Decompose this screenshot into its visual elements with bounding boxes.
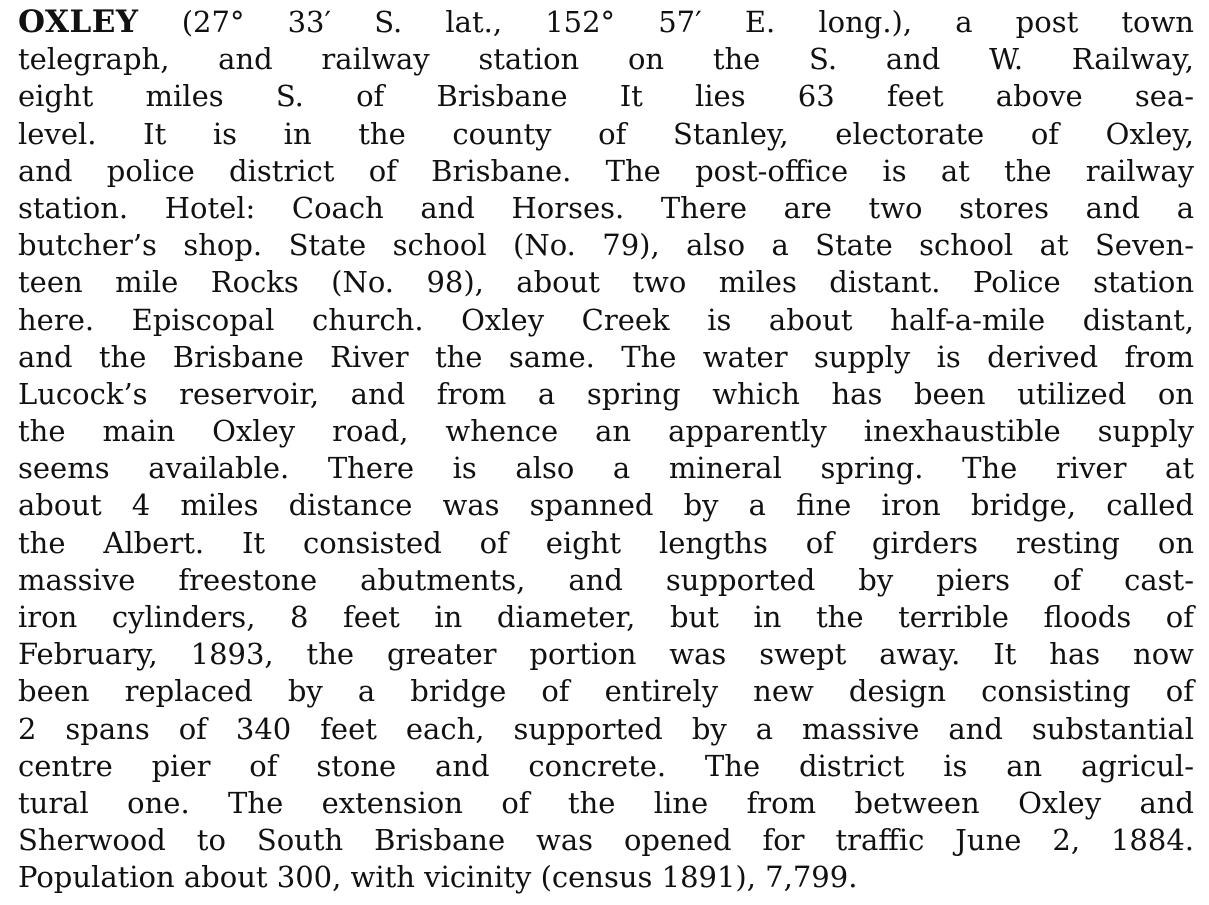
entry-line-23: Sherwood to South Brisbane was opened for traffic June 2, 1884. bbox=[18, 823, 1194, 858]
entry-line-9: here. Episcopal church. Oxley Creek is about half-a-mile distant, bbox=[18, 302, 1194, 337]
entry-line-19: been replaced by a bridge of entirely new design consisting of bbox=[18, 674, 1194, 709]
entry-line-13: seems available. There is also a mineral spring. The river at bbox=[18, 451, 1194, 486]
entry-line-1-text: (27° 33′ S. lat., 152° 57′ E. long.), a post town bbox=[138, 5, 1194, 39]
entry-line-6: station. Hotel: Coach and Horses. There are two stores and a bbox=[18, 190, 1194, 225]
entry-line-24: Population about 300, with vicinity (census 1891), 7,799. bbox=[18, 860, 858, 895]
entry-line-1 bbox=[18, 4, 1194, 41]
entry-line-8: teen mile Rocks (No. 98), about two miles distant. Police station bbox=[18, 265, 1194, 300]
gazetteer-entry bbox=[18, 4, 1194, 897]
entry-line-16: massive freestone abutments, and supported by piers of cast- bbox=[18, 562, 1194, 597]
entry-line-14: about 4 miles distance was spanned by a fine iron bridge, called bbox=[18, 488, 1194, 523]
entry-line-2: telegraph, and railway station on the S. and W. Railway, bbox=[18, 42, 1194, 77]
entry-line-20: 2 spans of 340 feet each, supported by a massive and substantial bbox=[18, 711, 1194, 746]
entry-line-10: and the Brisbane River the same. The water supply is derived from bbox=[18, 339, 1194, 374]
entry-line-3: eight miles S. of Brisbane It lies 63 feet above sea- bbox=[18, 79, 1194, 114]
entry-line-21: centre pier of stone and concrete. The district is an agricul- bbox=[18, 748, 1194, 783]
entry-line-12: the main Oxley road, whence an apparently inexhaustible supply bbox=[18, 414, 1194, 449]
entry-line-4: level. It is in the county of Stanley, electorate of Oxley, bbox=[18, 116, 1194, 151]
entry-line-7: butcher’s shop. State school (No. 79), also a State school at Seven- bbox=[18, 228, 1194, 263]
entry-line-22: tural one. The extension of the line from between Oxley and bbox=[18, 785, 1194, 820]
entry-line-18: February, 1893, the greater portion was swept away. It has now bbox=[18, 637, 1194, 672]
entry-line-5: and police district of Brisbane. The post-office is at the railway bbox=[18, 153, 1194, 188]
entry-line-17: iron cylinders, 8 feet in diameter, but in the terrible floods of bbox=[18, 600, 1194, 634]
entry-line-11: Lucock’s reservoir, and from a spring which has been utilized on bbox=[18, 376, 1194, 411]
entry-headword: OXLEY bbox=[18, 4, 139, 40]
entry-line-15: the Albert. It consisted of eight lengths of girders resting on bbox=[18, 525, 1194, 560]
